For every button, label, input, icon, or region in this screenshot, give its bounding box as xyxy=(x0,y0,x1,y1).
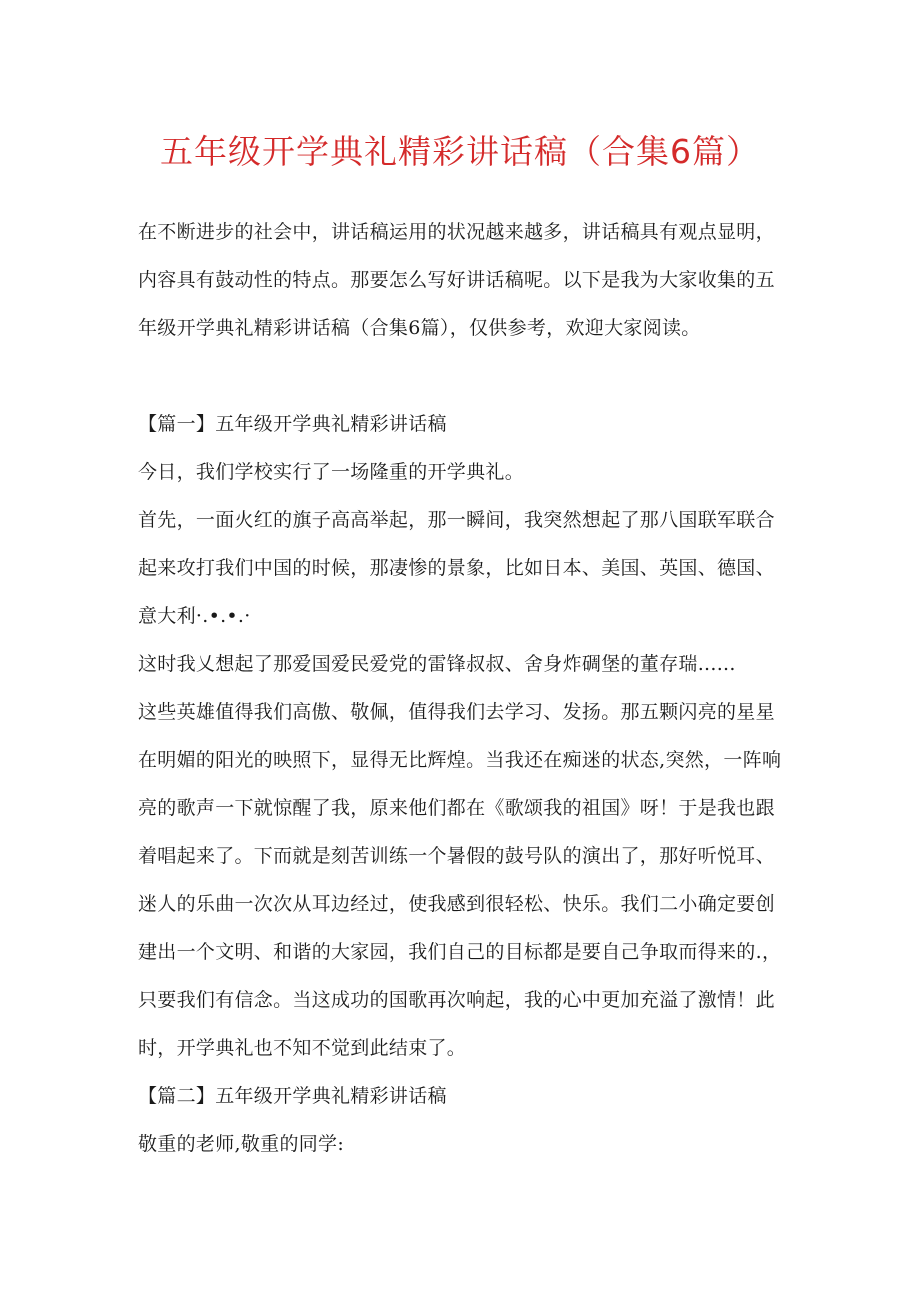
section-heading-2: 【篇二】五年级开学典礼精彩讲话稿 xyxy=(138,1085,447,1107)
section-heading-1: 【篇一】五年级开学典礼精彩讲话稿 xyxy=(138,413,447,435)
section1-paragraph-3: 这时我乂想起了那爱国爱民爱党的雷锋叔叔、舍身炸碉堡的董存瑞...... xyxy=(138,653,736,675)
document-body xyxy=(138,208,792,1168)
intro-paragraph: 在不断进步的社会中，讲话稿运用的状况越来越多，讲话稿具有观点显明，内容具有鼓动性的特点。那要怎么写好讲话稿呢。以下是我为大家收集的五年级开学典礼精彩讲话稿（合集6篇），仅供参考，欢迎大家阅读。 xyxy=(138,221,775,339)
section1-paragraph-2: 首先，一面火红的旗子高高举起，那一瞬间，我突然想起了那八国联军联合起来攻打我们中国的时候，那凄惨的景象，比如日本、美国、英国、德国、意大利·.•.•.· xyxy=(138,509,775,627)
section2-paragraph-1: 敬重的老师,敬重的同学: xyxy=(138,1133,345,1155)
document-title: 五年级开学典礼精彩讲话稿（合集6篇） xyxy=(160,132,760,171)
section1-paragraph-1: 今日，我们学校实行了一场隆重的开学典礼。 xyxy=(138,461,525,483)
section1-paragraph-4: 这些英雄值得我们高傲、敬佩，值得我们去学习、发扬。那五颗闪亮的星星在明媚的阳光的映照下，显得无比辉煌。当我还在痴迷的状态,突然，一阵响亮的歌声一下就惊醒了我，原来他们都在《歌颂我的祖国》呀！于是我也跟着唱起来了。下而就是刻苦训练一个暑假的鼓号队的演出了，那好听悦耳、迷人的乐曲一次次从耳边经过，使我感到很轻松、快乐。我们二小确定要创建出一个文明、和谐的大家园，我们自己的目标都是要自己争取而得来的.，只要我们有信念。当这成功的国歌再次响起，我的心中更加充溢了激情！此时，开学典礼也不知不觉到此结束了。 xyxy=(138,701,782,1059)
